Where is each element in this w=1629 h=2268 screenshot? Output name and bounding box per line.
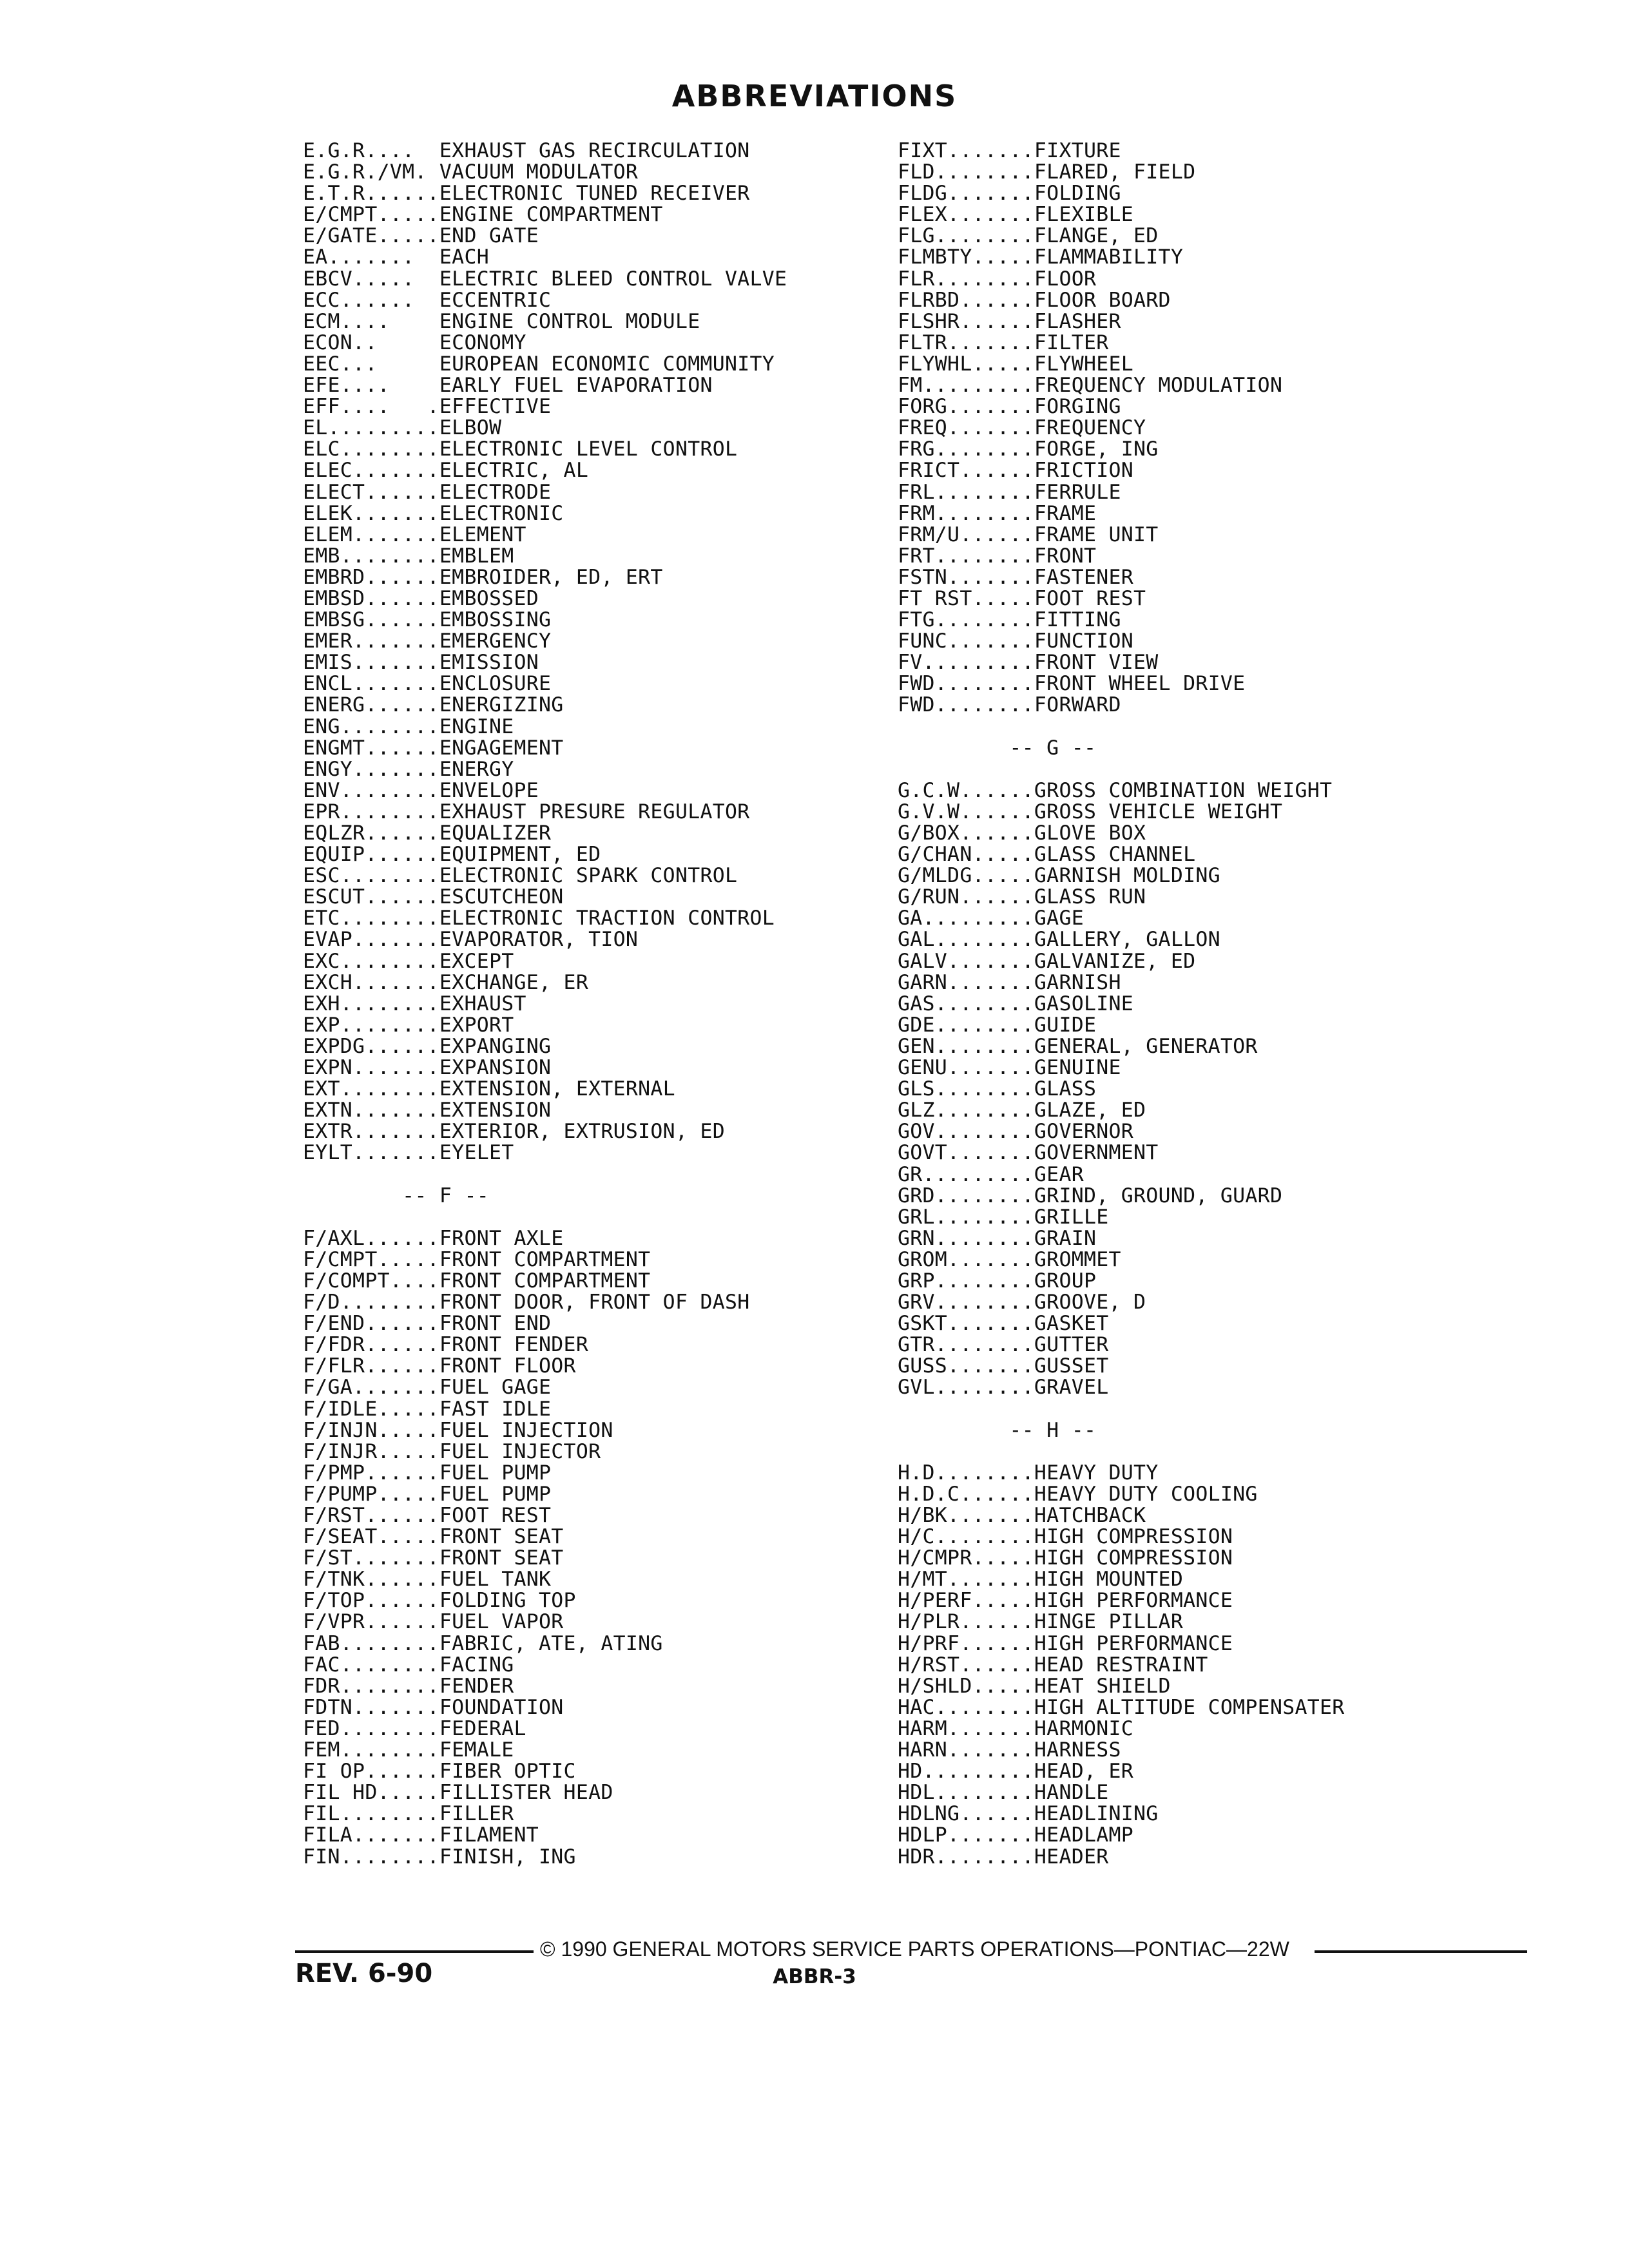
abbreviation-entry: G/RUN......GLASS RUN [898,885,1146,909]
abbreviation-entry: E.T.R......ELECTRONIC TUNED RECEIVER [303,182,750,206]
abbreviation-entry: FLR........FLOOR [898,267,1097,291]
abbreviation-entry: ENGY.......ENERGY [303,757,514,781]
abbreviation-entry: GARN.......GARNISH [898,970,1121,994]
footer-rule-left [295,1950,534,1953]
abbreviation-entry: E.G.R./VM. VACUUM MODULATOR [303,160,639,184]
abbreviation-entry: GA.........GAGE [898,907,1084,930]
abbreviation-entry: EFE.... EARLY FUEL EVAPORATION [303,374,713,398]
abbreviation-entry: HDR........HEADER [898,1845,1109,1869]
abbreviation-entry: ECM.... ENGINE CONTROL MODULE [303,309,700,333]
abbreviation-entry: FLMBTY.....FLAMMABILITY [898,245,1184,269]
abbreviation-entry: F/ST.......FRONT SEAT [303,1546,564,1570]
abbreviation-entry: FDR........FENDER [303,1674,514,1698]
abbreviation-entry: ECON.. ECONOMY [303,331,526,354]
abbreviation-entry: GTR........GUTTER [898,1333,1109,1357]
abbreviation-entry: F/END......FRONT END [303,1312,552,1336]
abbreviation-entry: HDLP.......HEADLAMP [898,1823,1134,1847]
abbreviation-entry: FLDG.......FOLDING [898,182,1121,206]
abbreviation-entry: FWD........FRONT WHEEL DRIVE [898,672,1246,696]
abbreviation-entry: EXP........EXPORT [303,1013,514,1037]
abbreviation-entry: ECC...... ECCENTRIC [303,288,552,312]
blank-row [303,1207,787,1228]
abbreviation-entry: FAC........FACING [303,1653,514,1677]
footer-copyright: © 1990 GENERAL MOTORS SERVICE PARTS OPERATIONS—PONTIAC—22W [540,1937,1289,1961]
abbreviation-entry: F/VPR......FUEL VAPOR [303,1610,564,1634]
abbreviation-entry: FI OP......FIBER OPTIC [303,1760,576,1783]
abbreviation-entry: G.V.W......GROSS VEHICLE WEIGHT [898,800,1283,823]
abbreviation-entry: FDTN.......FOUNDATION [303,1695,564,1719]
abbreviation-entry: GDE........GUIDE [898,1013,1097,1037]
abbreviation-entry: GROM.......GROMMET [898,1247,1121,1271]
abbreviation-entry: F/FLR......FRONT FLOOR [303,1354,576,1378]
abbreviation-entry: FEM........FEMALE [303,1738,514,1762]
abbreviation-entry: FT RST.....FOOT REST [898,586,1146,610]
abbreviation-entry: EXH........EXHAUST [303,992,526,1015]
abbreviation-entry: EPR........EXHAUST PRESURE REGULATOR [303,800,750,823]
abbreviation-entry: FLYWHL.....FLYWHEEL [898,352,1134,376]
abbreviation-entry: GSKT.......GASKET [898,1312,1109,1336]
abbreviation-entry: FRM........FRAME [898,501,1097,525]
abbreviation-entry: EXC........EXCEPT [303,949,514,973]
abbreviation-entry: ENG........ENGINE [303,715,514,738]
abbreviation-entry: H/SHLD.....HEAT SHIELD [898,1674,1171,1698]
abbreviation-entry: F/PUMP.....FUEL PUMP [303,1482,552,1506]
abbreviation-entry: EMBSD......EMBOSSED [303,586,539,610]
abbreviation-entry: EXPDG......EXPANGING [303,1034,552,1058]
abbreviation-entry: H/MT.......HIGH MOUNTED [898,1568,1184,1591]
abbreviation-column-left [303,140,787,1868]
abbreviation-entry: FRT........FRONT [898,544,1097,568]
abbreviation-entry: GR.........GEAR [898,1162,1084,1186]
abbreviation-entry: GOVT.......GOVERNMENT [898,1141,1159,1165]
abbreviation-entry: GAS........GASOLINE [898,992,1134,1015]
abbreviation-entry: G/BOX......GLOVE BOX [898,822,1146,845]
abbreviation-entry: F/AXL......FRONT AXLE [303,1226,564,1250]
abbreviation-entry: F/COMPT....FRONT COMPARTMENT [303,1269,651,1293]
abbreviation-entry: FAB........FABRIC, ATE, ATING [303,1631,663,1655]
abbreviation-entry: FORG.......FORGING [898,395,1121,419]
abbreviation-entry: ELEC.......ELECTRIC, AL [303,459,589,483]
abbreviation-entry: E.G.R.... EXHAUST GAS RECIRCULATION [303,139,750,162]
abbreviation-entry: ELEK.......ELECTRONIC [303,501,564,525]
abbreviation-entry: FM.........FREQUENCY MODULATION [898,374,1283,398]
abbreviation-entry: GENU.......GENUINE [898,1056,1121,1080]
section-header: -- H -- [898,1418,1097,1442]
abbreviation-entry: HDLNG......HEADLINING [898,1802,1159,1826]
section-header: -- F -- [303,1184,489,1207]
abbreviation-entry: GRV........GROOVE, D [898,1291,1146,1314]
abbreviation-entry: EQUIP......EQUIPMENT, ED [303,843,601,867]
abbreviation-entry: HARN.......HARNESS [898,1738,1121,1762]
abbreviation-entry: ENGMT......ENGAGEMENT [303,736,564,760]
abbreviation-entry: ENV........ENVELOPE [303,778,539,802]
abbreviation-entry: ESCUT......ESCUTCHEON [303,885,564,909]
abbreviation-entry: FED........FEDERAL [303,1716,526,1740]
abbreviation-entry: FLG........FLANGE, ED [898,224,1159,248]
abbreviation-entry: EFF.... .EFFECTIVE [303,395,552,419]
abbreviation-entry: H/PRF......HIGH PERFORMANCE [898,1631,1233,1655]
abbreviation-entry: H/RST......HEAD RESTRAINT [898,1653,1208,1677]
abbreviation-entry: ESC........ELECTRONIC SPARK CONTROL [303,864,738,888]
abbreviation-entry: HD.........HEAD, ER [898,1760,1134,1783]
abbreviation-entry: F/CMPT.....FRONT COMPARTMENT [303,1247,651,1271]
abbreviation-entry: G/MLDG.....GARNISH MOLDING [898,864,1220,888]
abbreviation-entry: FLEX.......FLEXIBLE [898,203,1134,227]
abbreviation-entry: F/INJR.....FUEL INJECTOR [303,1439,601,1463]
abbreviation-entry: H/CMPR.....HIGH COMPRESSION [898,1546,1233,1570]
abbreviation-entry: FIL HD.....FILLISTER HEAD [303,1781,613,1805]
abbreviation-entry: GRL........GRILLE [898,1205,1109,1229]
abbreviation-entry: EMB........EMBLEM [303,544,514,568]
abbreviation-entry: FIN........FINISH, ING [303,1845,576,1869]
abbreviation-entry: EEC... EUROPEAN ECONOMIC COMMUNITY [303,352,775,376]
abbreviation-entry: FIL........FILLER [303,1802,514,1826]
abbreviation-entry: H/PLR......HINGE PILLAR [898,1610,1184,1634]
abbreviation-entry: FSTN.......FASTENER [898,565,1134,589]
abbreviation-entry: FTG........FITTING [898,608,1121,632]
abbreviation-entry: ETC........ELECTRONIC TRACTION CONTROL [303,907,775,930]
abbreviation-entry: FV.........FRONT VIEW [898,651,1159,675]
abbreviation-entry: F/TNK......FUEL TANK [303,1568,552,1591]
page-title: ABBREVIATIONS [671,79,958,113]
blank-row [898,716,1345,738]
abbreviation-entry: GLZ........GLAZE, ED [898,1099,1146,1122]
abbreviation-entry: HARM.......HARMONIC [898,1716,1134,1740]
abbreviation-entry: HAC........HIGH ALTITUDE COMPENSATER [898,1695,1345,1719]
abbreviation-entry: F/GA.......FUEL GAGE [303,1376,552,1399]
footer-rule-right [1315,1950,1527,1953]
abbreviation-entry: EXT........EXTENSION, EXTERNAL [303,1077,675,1101]
abbreviation-entry: H/PERF.....HIGH PERFORMANCE [898,1589,1233,1613]
abbreviation-entry: GRD........GRIND, GROUND, GUARD [898,1184,1283,1207]
abbreviation-entry: H/BK.......HATCHBACK [898,1504,1146,1527]
abbreviation-entry: GUSS.......GUSSET [898,1354,1109,1378]
abbreviation-entry: FLSHR......FLASHER [898,309,1121,333]
abbreviation-entry: EXTR.......EXTERIOR, EXTRUSION, ED [303,1120,725,1144]
abbreviation-entry: E/CMPT.....ENGINE COMPARTMENT [303,203,663,227]
abbreviation-entry: GAL........GALLERY, GALLON [898,928,1220,952]
abbreviation-entry: F/PMP......FUEL PUMP [303,1461,552,1485]
abbreviation-entry: ELEM.......ELEMENT [303,523,526,546]
blank-row [898,1399,1345,1420]
abbreviation-entry: EYLT.......EYELET [303,1141,514,1165]
abbreviation-entry: ENCL.......ENCLOSURE [303,672,552,696]
revision-label: REV. 6-90 [295,1959,433,1988]
abbreviation-entry: F/FDR......FRONT FENDER [303,1333,589,1357]
blank-row [303,1164,787,1186]
abbreviation-entry: GRP........GROUP [898,1269,1097,1293]
abbreviation-entry: EMER.......EMERGENCY [303,629,552,653]
abbreviation-entry: F/INJN.....FUEL INJECTION [303,1418,613,1442]
abbreviation-entry: GLS........GLASS [898,1077,1097,1101]
blank-row [898,1441,1345,1463]
abbreviation-entry: F/RST......FOOT REST [303,1504,552,1527]
abbreviation-entry: HDL........HANDLE [898,1781,1109,1805]
abbreviation-entry: F/IDLE.....FAST IDLE [303,1397,552,1421]
abbreviation-entry: FRG........FORGE, ING [898,437,1159,461]
abbreviation-entry: GVL........GRAVEL [898,1376,1109,1399]
abbreviation-entry: EQLZR......EQUALIZER [303,822,552,845]
abbreviation-entry: FLD........FLARED, FIELD [898,160,1196,184]
abbreviation-entry: F/SEAT.....FRONT SEAT [303,1525,564,1549]
abbreviation-entry: EL.........ELBOW [303,416,502,440]
abbreviation-entry: FREQ.......FREQUENCY [898,416,1146,440]
abbreviation-entry: FUNC.......FUNCTION [898,629,1134,653]
abbreviation-entry: F/TOP......FOLDING TOP [303,1589,576,1613]
abbreviation-entry: EA....... EACH [303,245,489,269]
abbreviation-entry: H/C........HIGH COMPRESSION [898,1525,1233,1549]
abbreviation-entry: H.D.C......HEAVY DUTY COOLING [898,1482,1258,1506]
abbreviation-entry: FIXT.......FIXTURE [898,139,1121,162]
abbreviation-entry: FLTR.......FILTER [898,331,1109,354]
abbreviation-entry: GALV.......GALVANIZE, ED [898,949,1196,973]
abbreviation-entry: EMIS.......EMISSION [303,651,539,675]
abbreviation-entry: FLRBD......FLOOR BOARD [898,288,1171,312]
abbreviation-entry: EBCV..... ELECTRIC BLEED CONTROL VALVE [303,267,787,291]
abbreviation-entry: FILA.......FILAMENT [303,1823,539,1847]
abbreviation-entry: EXPN.......EXPANSION [303,1056,552,1080]
blank-row [898,759,1345,780]
abbreviation-entry: ELC........ELECTRONIC LEVEL CONTROL [303,437,738,461]
abbreviation-entry: EMBSG......EMBOSSING [303,608,552,632]
abbreviation-entry: G.C.W......GROSS COMBINATION WEIGHT [898,778,1333,802]
abbreviation-entry: EVAP.......EVAPORATOR, TION [303,928,639,952]
abbreviation-entry: GOV........GOVERNOR [898,1120,1134,1144]
page-number: ABBR-3 [773,1965,856,1988]
abbreviation-entry: FRL........FERRULE [898,480,1121,504]
abbreviation-entry: EMBRD......EMBROIDER, ED, ERT [303,565,663,589]
abbreviation-column-right [898,140,1345,1868]
abbreviation-entry: EXCH.......EXCHANGE, ER [303,970,589,994]
abbreviation-entry: FWD........FORWARD [898,693,1121,717]
abbreviation-entry: E/GATE.....END GATE [303,224,539,248]
abbreviation-entry: EXTN.......EXTENSION [303,1099,552,1122]
abbreviation-entry: FRICT......FRICTION [898,459,1134,483]
abbreviation-entry: ELECT......ELECTRODE [303,480,552,504]
section-header: -- G -- [898,736,1097,760]
abbreviation-entry: F/D........FRONT DOOR, FRONT OF DASH [303,1291,750,1314]
abbreviation-entry: FRM/U......FRAME UNIT [898,523,1159,546]
abbreviation-entry: ENERG......ENERGIZING [303,693,564,717]
abbreviation-entry: G/CHAN.....GLASS CHANNEL [898,843,1196,867]
abbreviation-entry: GEN........GENERAL, GENERATOR [898,1034,1258,1058]
abbreviation-entry: GRN........GRAIN [898,1226,1097,1250]
abbreviation-entry: H.D........HEAVY DUTY [898,1461,1159,1485]
